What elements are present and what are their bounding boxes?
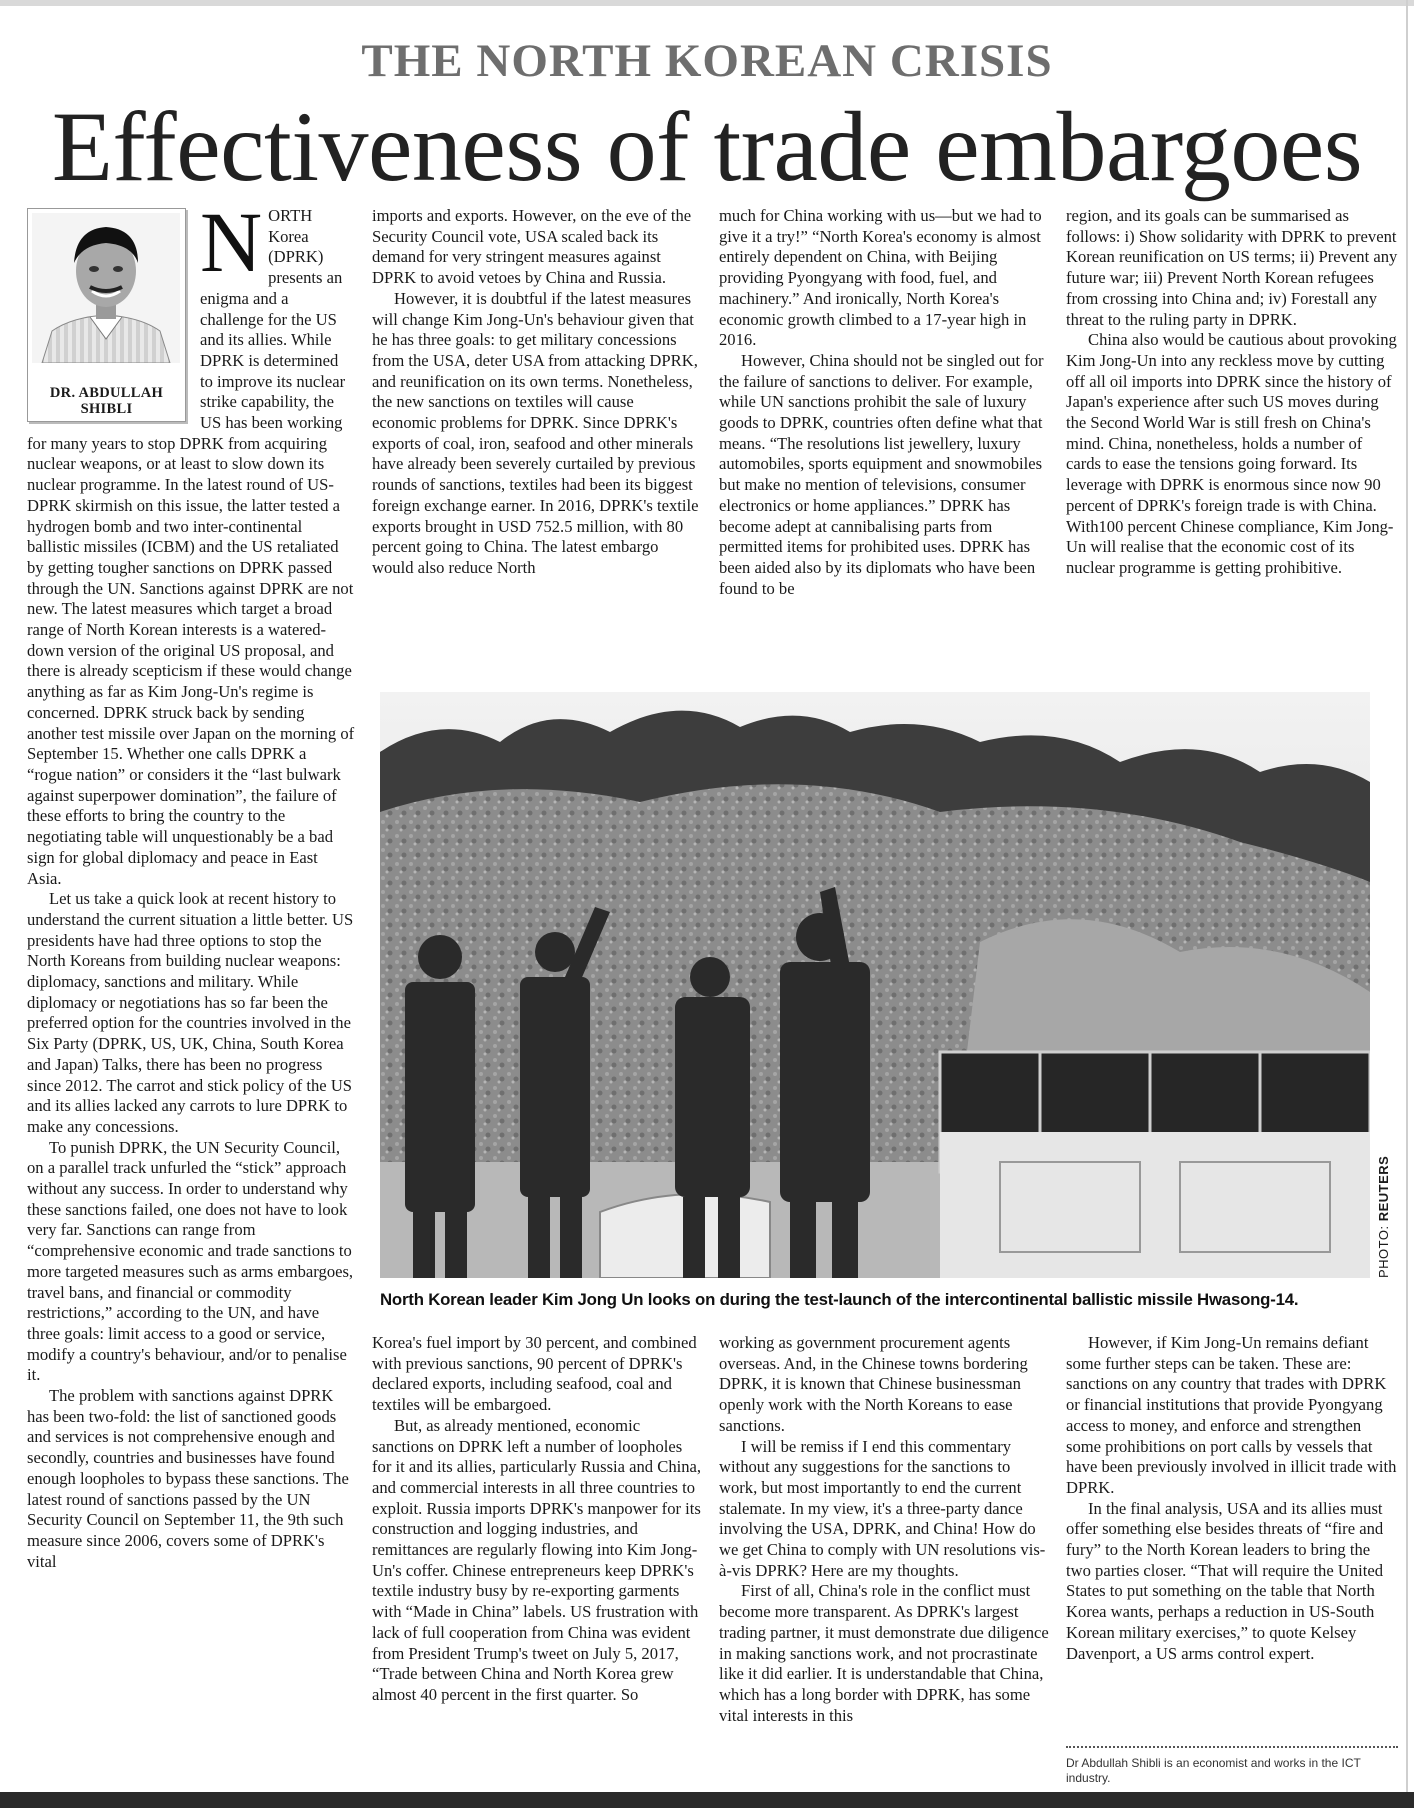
article-column-3 [719, 206, 1049, 668]
page-edge-rule [1406, 0, 1408, 1808]
article-column-4-lower [1066, 1333, 1398, 1733]
photo-credit-source: REUTERS [1376, 1155, 1391, 1222]
article-column-1 [27, 206, 355, 1796]
paragraph: In the final analysis, USA and its allies must offer something else besides threats of “fire and fury” to the North Korean leaders to bring the two parties closer. “That will require the United States to put something on the table that North Korea wants, perhaps a reduction in US-South Korean military exercises,” to quote Kelsey Davenport, a US arms control expert. [1066, 1498, 1384, 1663]
photo-credit [1370, 1155, 1414, 1278]
paragraph: However, China should not be singled out for the failure of sanctions to deliver. For example, while UN sanctions prohibit the sale of luxury goods to DPRK, countries often define what that means. “The resolutions list jewellery, luxury automobiles, sports equipment and snowmobiles but make no mention of televisions, consumer electronics or home appliances.” DPRK has become adept at cannibalising parts from permitted items for prohibited uses. DPRK has been aided also by its diplomats who have been found to be [719, 350, 1044, 598]
article-column-4 [1066, 206, 1398, 668]
paragraph: The problem with sanctions against DPRK has been two-fold: the list of sanctioned goods and services is not comprehensive enough and secondly, countries and businesses have found enough loopholes to bypass these sanctions. The latest round of sanctions passed by the UN Security Council on September 11, the 9th such measure since 2006, covers some of DPRK's vital [27, 1386, 349, 1571]
paragraph: China also would be cautious about provoking Kim Jong-Un into any reckless move by cutting off all oil imports into DPRK since the history of Japan's experience after such US moves during the Second World War is still fresh on China's mind. China, nonetheless, holds a number of cards to ease the tensions going forward. Its leverage with DPRK is enormous since now 90 percent of DPRK's foreign trade is with China. With100 percent Chinese compliance, Kim Jong-Un will realise that the economic cost of its nuclear programme is getting prohibitive. [1066, 330, 1397, 577]
paragraph: First of all, China's role in the conflict must become more transparent. As DPRK's largest trading partner, it must demonstrate due diligence in making sanctions work, and not procrastinate like it did earlier. It is understandable that China, which has a long border with DPRK, has some vital interests in this [719, 1581, 1049, 1725]
paragraph: However, it is doubtful if the latest measures will change Kim Jong-Un's behaviour given that he has three goals: to get military concessions from the USA, deter USA from attacking DPRK, and reunification on its own terms. Nonetheless, the new sanctions on textiles will cause economic problems for DPRK. Since DPRK's exports of coal, iron, seafood and other minerals have already been severely curtailed by previous rounds of sanctions, textiles had been its biggest foreign exchange earner. In 2016, DPRK's textile exports brought in USD 752.5 million, with 80 percent going to China. The latest embargo would also reduce North [372, 288, 699, 577]
paragraph: ORTH Korea (DPRK) presents an enigma and a challenge for the US and its allies. While DPRK is determined to improve its nuclear strike capability, the US has been working for many years to stop DPRK from acquiring nuclear weapons, or at least to slow down its nuclear programme. In the latest round of US-DPRK skirmish on this issue, the latter tested a hydrogen bomb and two inter-continental ballistic missiles (ICBM) and the US retaliated by getting tougher sanctions on DPRK passed through the UN. Sanctions against DPRK are not new. The latest measures which target a broad range of North Korean interests is a watered-down version of the original US proposal, and there is already scepticism if these would change anything as far as Kim Jong-Un's regime is concerned. DPRK struck back by sending another test missile over Japan on the morning of September 15. Whether one calls DPRK a “rogue nation” or considers it the “last bulwark against superpower domination”, the failure of these efforts to bring the country to the negotiating table will unquestionably be a bad sign for global diplomacy and peace in East Asia. [27, 206, 355, 888]
paragraph: I will be remiss if I end this commentary without any suggestions for the sanctions to work, but most importantly to end the current stalemate. In my view, it's a three-party dance involving the USA, DPRK, and China! How do we get China to comply with UN resolutions vis-à-vis DPRK? Here are my thoughts. [719, 1436, 1046, 1580]
paragraph: To punish DPRK, the UN Security Council, on a parallel track unfurled the “stick” approach without any success. In order to understand why these sanctions failed, one does not have to look very far. Sanctions can range from “comprehensive economic and trade sanctions to more targeted measures such as arms embargoes, travel bans, and financial or commodity restrictions,” according to the UN, and have three goals: limit access to a good or service, modify a country's behaviour, and/or to penalise it. [27, 1137, 354, 1385]
headline: Effectiveness of trade embargoes [51, 91, 1363, 202]
author-byline [28, 385, 185, 417]
paragraph: However, if Kim Jong-Un remains defiant some further steps can be taken. These are: sanctions on any country that trades with DPRK or financial institutions that provide Pyongyang access to money, and enforce and strengthen some prohibitions on port calls by vessels that have been previously involved in illicit trade with DPRK. [1066, 1333, 1397, 1497]
drop-cap: N [200, 206, 263, 290]
paragraph: much for China working with us—but we had to give it a try!” “North Korea's economy is almost entirely dependent on China, with Beijing providing Pyongyang with food, fuel, and machinery.” And ironically, North Korea's economic growth climbed to a 17-year high in 2016. [719, 206, 1042, 350]
article-column-3-lower [719, 1333, 1049, 1795]
paragraph: region, and its goals can be summarised as follows: i) Show solidarity with DPRK to prevent Korean reunification on US terms; ii) Prevent any future war; iii) Prevent North Korean refugees from crossing into China and; iv) Forestall any threat to the ruling party in DPRK. [1066, 206, 1398, 329]
top-strip [0, 0, 1414, 6]
article-column-2-lower [372, 1333, 702, 1795]
author-portrait [27, 208, 186, 422]
missile-launch-scene [380, 692, 1370, 1278]
paragraph: But, as already mentioned, economic sanctions on DPRK left a number of loopholes for it and its allies, particularly Russia and China, and commercial interests in all three countries to exploit. Russia imports DPRK's manpower for its construction and logging industries, and remittances are regularly flowing into Kim Jong-Un's coffer. Chinese entrepreneurs keep DPRK's textile industry busy by re-exporting garments with “Made in China” labels. US frustration with lack of full cooperation from China was evident from President Trump's tweet on July 5, 2017, “Trade between China and North Korea grew almost 40 percent in the first quarter. So [372, 1415, 702, 1704]
paragraph: Korea's fuel import by 30 percent, and combined with previous sanctions, 90 percent of DPRK's declared exports, including seafood, coal and textiles will be embargoed. [372, 1333, 697, 1415]
news-photo [380, 692, 1370, 1278]
section-kicker: THE NORTH KOREAN CRISIS [361, 35, 1053, 87]
bottom-rule [0, 1792, 1414, 1808]
paragraph: imports and exports. However, on the eve of the Security Council vote, USA scaled back its demand for very stringent measures against DPRK to avoid vetoes by China and Russia. [372, 206, 692, 288]
paragraph: Let us take a quick look at recent history to understand the current situation a little better. US presidents have had three options to stop the North Koreans from building nuclear weapons: diplomacy, sanctions and military. While diplomacy or negotiations has so far been the preferred option for the countries involved in the Six Party (DPRK, US, UK, China, South Korea and Japan) Talks, there has been no progress since 2012. The carrot and stick policy of the US and its allies lacked any carrots to lure DPRK to make any concessions. [27, 889, 354, 1136]
photo-caption: North Korean leader Kim Jong Un looks on during the test-launch of the intercontinental ballistic missile Hwasong-14. [380, 1290, 1299, 1309]
author-bio: Dr Abdullah Shibli is an economist and works in the ICT industry. [1066, 1756, 1361, 1785]
author-name-line-1: DR. ABDULLAH [49, 385, 164, 401]
article-column-2 [372, 206, 702, 668]
author-photo [32, 213, 180, 363]
photo-credit-prefix: PHOTO: [1376, 1221, 1391, 1278]
paragraph: working as government procurement agents overseas. And, in the Chinese towns bordering DPRK, it is known that Chinese businessman openly work with the North Koreans to ease sanctions. [719, 1333, 1028, 1435]
bio-divider [1066, 1746, 1398, 1748]
author-name-line-2: SHIBLI [80, 401, 133, 417]
